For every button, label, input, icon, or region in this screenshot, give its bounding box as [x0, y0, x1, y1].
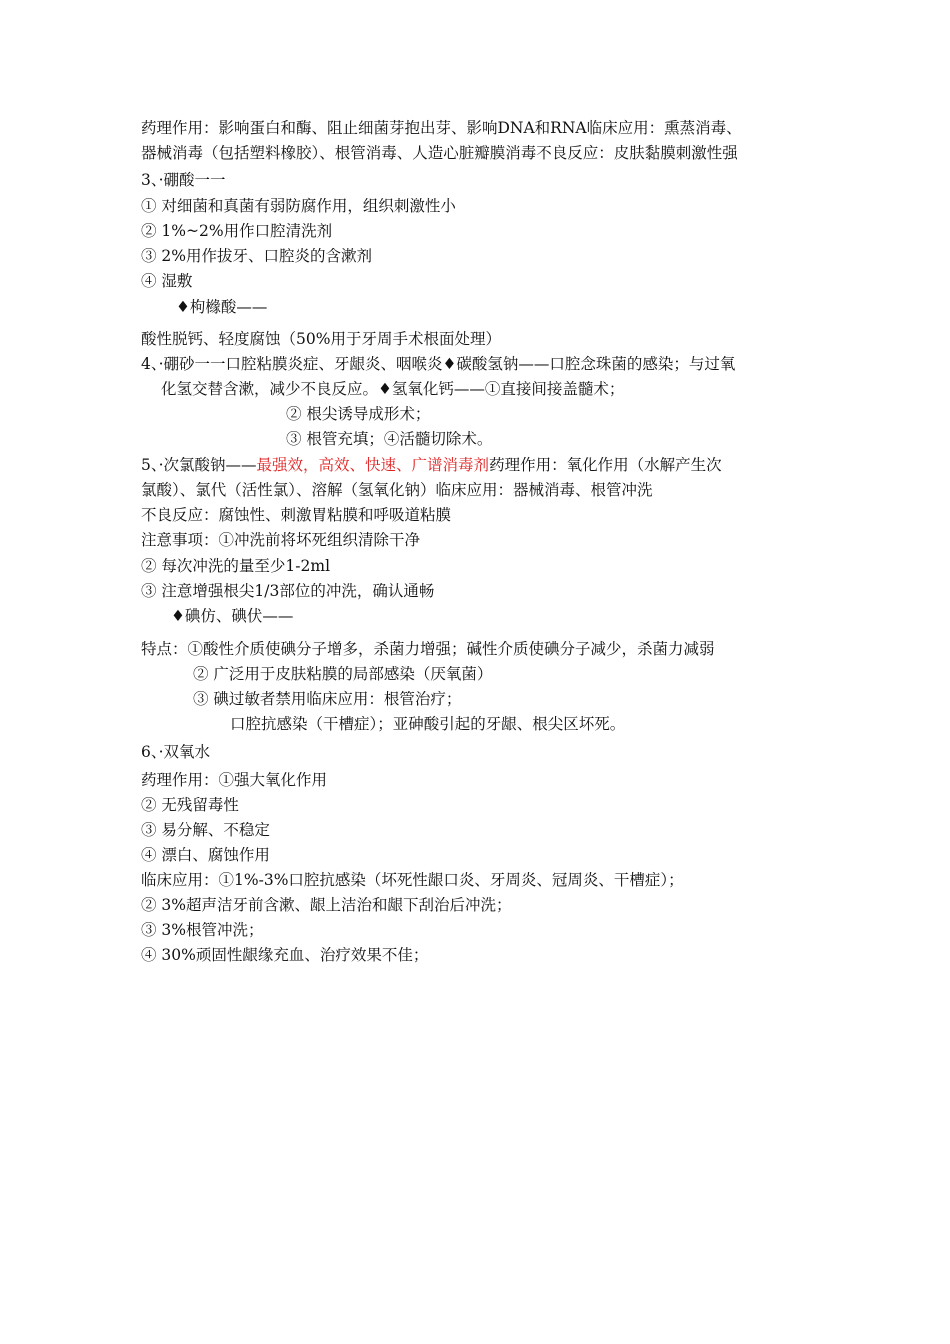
- sub-heading: ♦枸橼酸——: [176, 298, 268, 316]
- list-item: ② 广泛用于皮肤粘膜的局部感染（厌氧菌）: [193, 665, 493, 683]
- list-item: ③ 3%根管冲洗；: [141, 921, 264, 939]
- list-item: ③ 碘过敏者禁用临床应用：根管治疗；: [193, 690, 462, 708]
- text-line: 药理作用：影响蛋白和酶、阻止细菌芽抱出芽、影响DNA和RNA临床应用：熏蒸消毒、: [141, 119, 742, 137]
- section-heading: 4、·硼砂一一口腔粘膜炎症、牙龈炎、咽喉炎♦碳酸氢钠——口腔念珠菌的感染；与过氧: [141, 355, 736, 373]
- text-line: 口腔抗感染（干槽症）；亚砷酸引起的牙龈、根尖区坏死。: [230, 715, 626, 733]
- text-line: 特点：①酸性介质使碘分子增多，杀菌力增强；碱性介质使碘分子减少，杀菌力减弱: [141, 640, 715, 658]
- list-item: ② 3%超声洁牙前含漱、龈上洁治和龈下刮治后冲洗；: [141, 896, 512, 914]
- list-item: ① 对细菌和真菌有弱防腐作用，组织刺激性小: [141, 197, 456, 215]
- list-item: ③ 易分解、不稳定: [141, 821, 270, 839]
- text-line: 化氢交替含漱，减少不良反应。♦氢氧化钙——①直接间接盖髓术；: [161, 380, 625, 398]
- list-item: ② 根尖诱导成形术；: [286, 405, 431, 423]
- text-line: 临床应用：①1%-3%口腔抗感染（坏死性龈口炎、牙周炎、冠周炎、干槽症）；: [141, 871, 684, 889]
- list-item: ④ 漂白、腐蚀作用: [141, 846, 270, 864]
- text-line: 氯酸）、氯代（活性氯）、溶解（氢氧化钠）临床应用：器械消毒、根管冲洗: [141, 481, 653, 499]
- text-line: 注意事项：①冲洗前将坏死组织清除干净: [141, 531, 421, 549]
- list-item: ④ 湿敷: [141, 272, 193, 290]
- list-item: ④ 30%顽固性龈缘充血、治疗效果不佳；: [141, 946, 429, 964]
- highlight-text: 最强效，高效、快速、广谱消毒剂: [256, 456, 490, 474]
- list-item: ② 无残留毒性: [141, 796, 239, 814]
- text-line: 不良反应：腐蚀性、刺激胃粘膜和呼吸道粘膜: [141, 506, 452, 524]
- section-heading: 3、·硼酸一一: [141, 171, 226, 189]
- sub-heading: ♦碘仿、碘伏——: [171, 607, 294, 625]
- list-item: ② 每次冲洗的量至少1-2ml: [141, 557, 331, 575]
- list-item: ③ 2%用作拔牙、口腔炎的含漱剂: [141, 247, 373, 265]
- list-item: ③ 根管充填；④活髓切除术。: [286, 430, 493, 448]
- text-line: 药理作用：①强大氧化作用: [141, 771, 328, 789]
- text-span: 药理作用：氧化作用（水解产生次: [489, 456, 722, 474]
- section-heading: [141, 455, 722, 477]
- section-heading: 6、·双氧水: [141, 743, 211, 761]
- text-line: 酸性脱钙、轻度腐蚀（50%用于牙周手术根面处理）: [141, 330, 501, 348]
- text-line: 器械消毒（包括塑料橡胶）、根管消毒、人造心脏瓣膜消毒不良反应：皮肤黏膜刺激性强: [141, 144, 738, 162]
- list-item: ② 1%~2%用作口腔清洗剂: [141, 222, 333, 240]
- section-heading-label: 5、·次氯酸钠——: [141, 456, 257, 474]
- list-item: ③ 注意增强根尖1/3部位的冲洗，确认通畅: [141, 582, 435, 600]
